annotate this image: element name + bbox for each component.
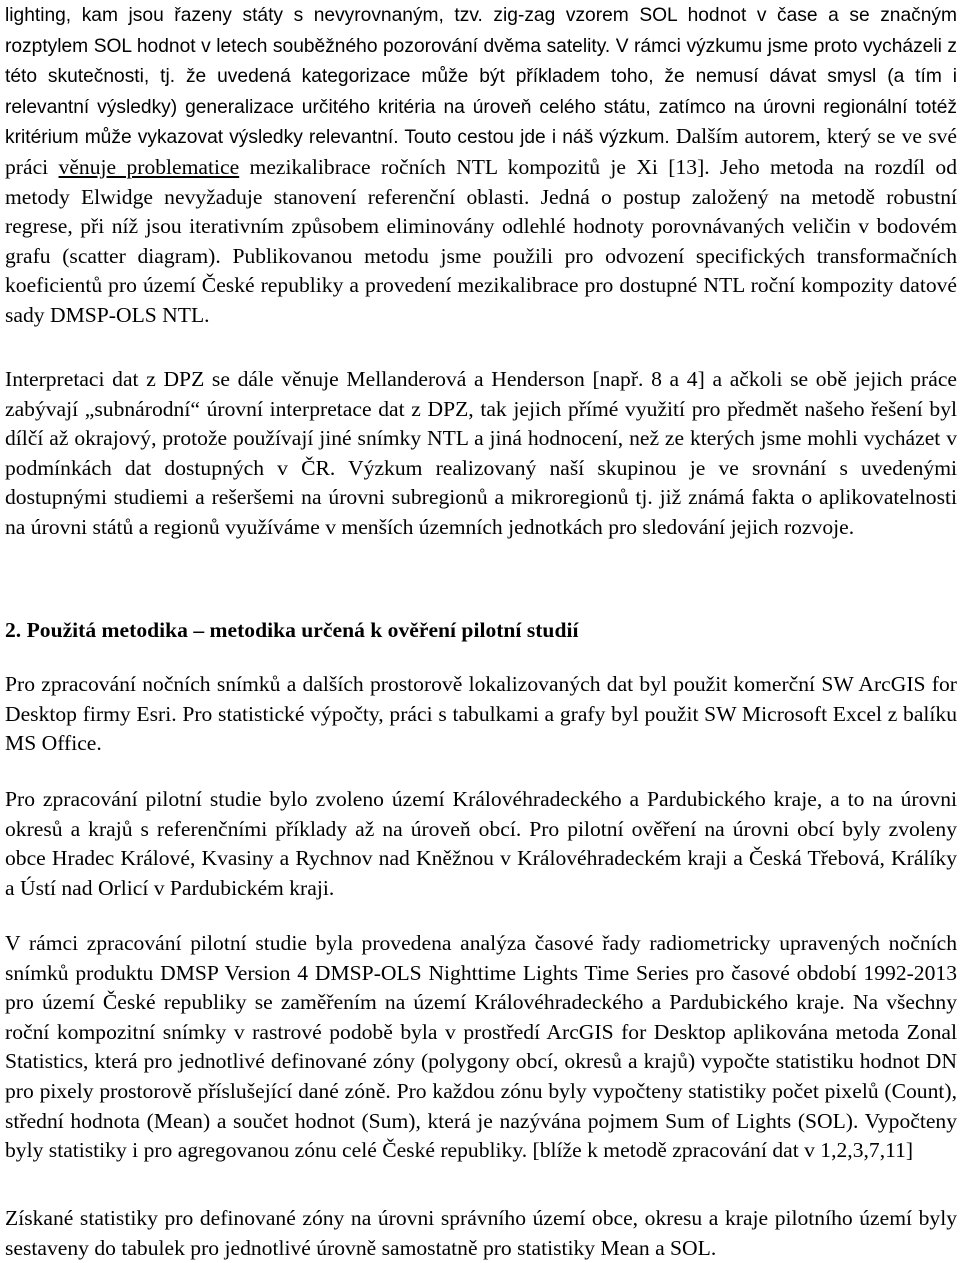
paragraph-text: mezikalibrace ročních NTL kompozitů je Xi [13]. Jeho metoda na rozdíl od metody Elwidge nevyžaduje stanovení referenční oblasti. Jedná o postup založený na metodě robustní regrese, při níž jsou iterativním způsobem eliminovány odlehlé hodnoty porovnávaných veličin v bodovém grafu (scatter diagram). [5,154,957,268]
section-heading: 2. Použitá metodika – metodika určená k ověření pilotní studií [5,618,579,642]
paragraph-interpretation: Interpretaci dat z DPZ se dále věnuje Mellanderová a Henderson [např. 8 a 4] a ačkoli se obě jejich práce zabývají „subnárodní“ úrovní interpretace dat z DPZ, tak jejich přímé využití pro předmět našeho řešení byl dílčí až okrajový, protože používají jiné snímky NTL a jiná hodnocení, než ze kterých jsme mohli vycházet v podmínkách dat dostupných v ČR. Výzkum realizovaný naší skupinou je ve srovnání s uvedenými dostupnými studiemi a rešeršemi na úrovni subregionů a mikroregionů tj. již známá fakta o aplikovatelnosti na úrovni států a regionů využíváme v menších územních jednotkách pro sledování jejich rozvoje. [5,367,957,539]
paragraph-software: Pro zpracování nočních snímků a dalších prostorově lokalizovaných dat byl použit komerční SW ArcGIS for Desktop firmy Esri. Pro statistické výpočty, práci s tabulkami a grafy byl použit SW Microsoft Excel z balíku MS Office. [5,672,957,756]
paragraph-statistics: Získané statistiky pro definované zóny na úrovni správního území obce, okresu a kraje pilotního území byly sestaveny do tabulek pro jednotlivé úrovně samostatně pro statistiky Mean a SOL. [5,1206,957,1260]
paragraph-text: Publikovanou metodu jsme použili pro odvození specifických transformačních koeficientů pro území České republiky a provedení mezikalibrace pro dostupné NTL roční kompozity datové sady DMSP-OLS NTL. [5,243,957,327]
paragraph-text-sans: lighting, kam jsou řazeny státy s nevyrovnaným, tzv. zig-zag vzorem SOL hodnot v čase a se značným rozptylem SOL hodnot v letech souběžného pozorování dvěma satelity. V rámci výzkumu jsme proto vycházeli z této skutečnosti, tj. že uvedená kategorizace může být příkladem toho, že nemusí dávat smysl (a tím i relevantní výsledky) generalizace určitého kritéria na úroveň celého státu, zatímco na úrovni regionální totéž kritérium může vykazovat výsledky relevantní. Touto cestou jde i náš výzkum. [5,5,957,149]
paragraph-analysis: V rámci zpracování pilotní studie byla provedena analýza časové řady radiometricky upravených nočních snímků produktu DMSP Version 4 DMSP-OLS Nighttime Lights Time Series pro časové období 1992-2013 pro území České republiky se zaměřením na území Královéhradeckého a Pardubického kraje. Na všechny roční kompozitní snímky v rastrové podobě byla v prostředí ArcGIS for Desktop aplikována metoda Zonal Statistics, která pro jednotlivé definované zóny (polygony obcí, okresů a krajů) vypočte statistiku hodnot DN pro pixely prostorově příslušející dané zóně. Pro každou zónu byly vypočteny statistiky počet pixelů (Count), střední hodnota (Mean) a součet hodnot (Sum), která je nazývána pojmem Sum of Lights (SOL). Vypočteny byly statistiky i pro agregovanou zónu celé České republiky. [blíže k metodě zpracování dat v 1,2,3,7,11] [5,931,957,1163]
underlined-text: věnuje problematice [58,154,240,179]
paragraph-literature-review [5,0,957,331]
paragraph-text: Dalším autorem, který se ve své práci [5,124,957,179]
paragraph-study-area: Pro zpracování pilotní studie bylo zvoleno území Královéhradeckého a Pardubického kraje, a to na úrovni okresů a krajů s referenčními příklady až na úroveň obcí. Pro pilotní ověření na úrovni obcí byly zvoleny obce Hradec Králové, Kvasiny a Rychnov nad Kněžnou v Královéhradeckém kraji a Česká Třebová, Králíky a Ústí nad Orlicí v Pardubickém kraji. [5,787,957,900]
